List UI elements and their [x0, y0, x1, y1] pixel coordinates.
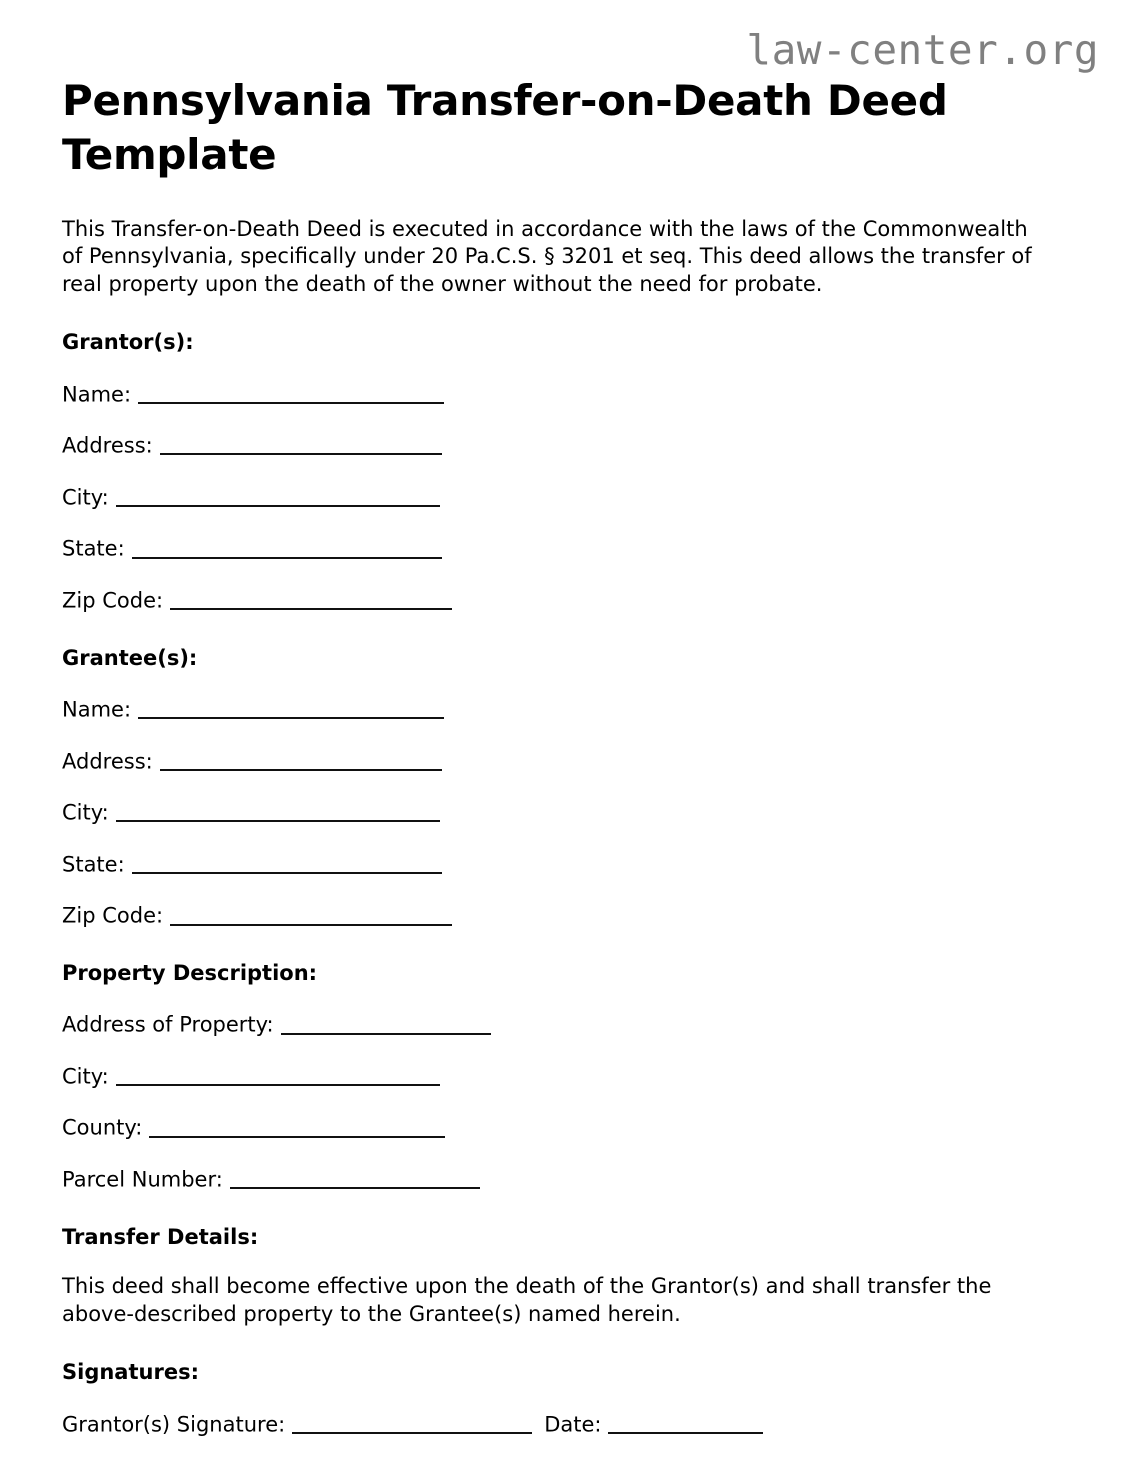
field-blank[interactable]: [138, 383, 444, 404]
field-row: [62, 380, 1071, 409]
field-row: [62, 483, 1071, 512]
field-blank[interactable]: [170, 589, 452, 610]
field-blank[interactable]: [170, 904, 452, 925]
field-blank[interactable]: [116, 1065, 440, 1086]
field-label: Parcel Number:: [62, 1167, 223, 1192]
field-blank[interactable]: [132, 853, 442, 874]
property-fields: [62, 1010, 1071, 1193]
date-blank[interactable]: [608, 1413, 763, 1434]
grantor-signature-blank[interactable]: [292, 1413, 532, 1434]
field-blank[interactable]: [281, 1013, 491, 1034]
section-heading-signatures: Signatures:: [62, 1359, 199, 1384]
field-blank[interactable]: [160, 750, 442, 771]
field-blank[interactable]: [149, 1116, 445, 1137]
intro-paragraph: This Transfer-on-Death Deed is executed in accordance with the laws of the Commonwealth of Pennsylvania, specifically under 20 Pa.C.S. § 3201 et seq. This deed allows the transfer of real property upon the death of the owner without the need for probate.: [62, 216, 1032, 297]
field-label: Zip Code:: [62, 588, 164, 613]
field-blank[interactable]: [230, 1168, 480, 1189]
grantor-signature-label: Grantor(s) Signature:: [62, 1412, 286, 1437]
field-label: State:: [62, 852, 125, 877]
field-label: Zip Code:: [62, 903, 164, 928]
field-label: Address of Property:: [62, 1012, 274, 1037]
field-label: City:: [62, 800, 109, 825]
field-blank[interactable]: [132, 537, 442, 558]
field-row: [62, 695, 1071, 724]
field-row: [62, 586, 1071, 615]
page-title: Pennsylvania Transfer-on-Death Deed Template: [62, 76, 948, 179]
date-label: Date:: [544, 1412, 602, 1437]
transfer-details-paragraph: This deed shall become effective upon the death of the Grantor(s) and shall transfer the above-described property to the Grantee(s) named herein.: [62, 1273, 992, 1326]
field-row: [62, 747, 1071, 776]
field-row: [62, 1010, 1071, 1039]
field-blank[interactable]: [138, 698, 444, 719]
field-row: [62, 1062, 1071, 1091]
field-row: [62, 534, 1071, 563]
section-heading-grantee: Grantee(s):: [62, 645, 198, 670]
field-row: [62, 1165, 1071, 1194]
field-label: Name:: [62, 381, 132, 406]
field-row: [62, 901, 1071, 930]
field-row: [62, 1113, 1071, 1142]
signature-row: [62, 1410, 1071, 1439]
field-label: State:: [62, 536, 125, 561]
grantor-fields: [62, 380, 1071, 615]
field-label: County:: [62, 1115, 143, 1140]
section-heading-property-description: Property Description:: [62, 960, 318, 985]
field-row: [62, 798, 1071, 827]
field-blank[interactable]: [160, 434, 442, 455]
section-heading-transfer-details: Transfer Details:: [62, 1224, 259, 1249]
field-label: Name:: [62, 697, 132, 722]
site-watermark: law-center.org: [746, 26, 1099, 74]
section-heading-grantor: Grantor(s):: [62, 330, 194, 355]
field-row: [62, 431, 1071, 460]
field-blank[interactable]: [116, 486, 440, 507]
field-label: Address:: [62, 748, 153, 773]
field-label: Address:: [62, 433, 153, 458]
field-label: City:: [62, 1064, 109, 1089]
field-label: City:: [62, 485, 109, 510]
field-blank[interactable]: [116, 801, 440, 822]
field-row: [62, 850, 1071, 879]
grantee-fields: [62, 695, 1071, 930]
